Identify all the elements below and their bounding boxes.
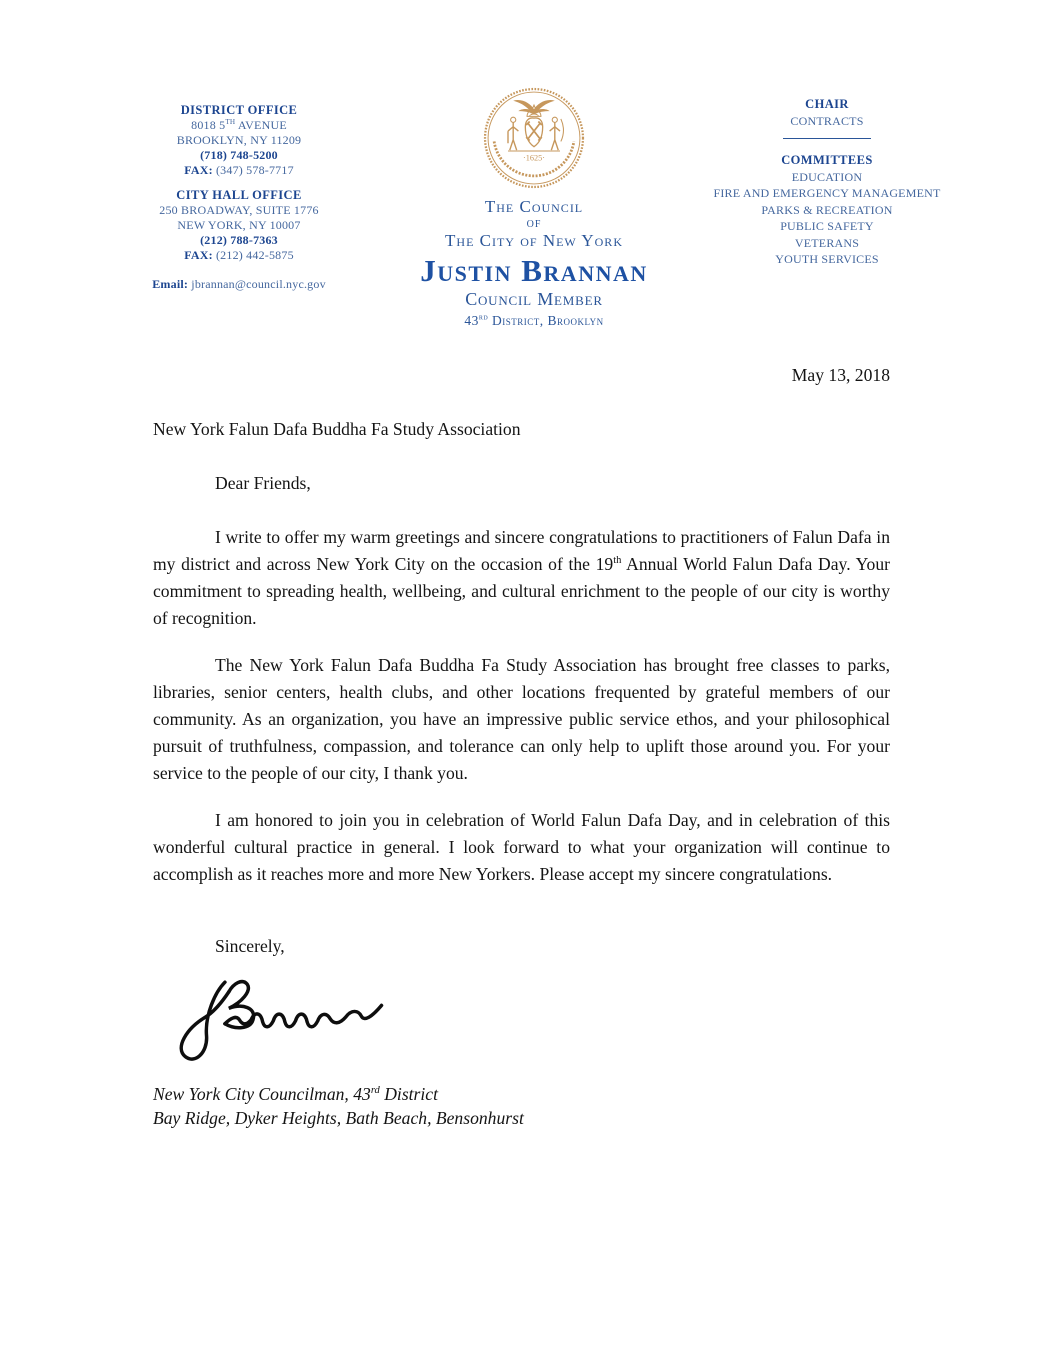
chair-item: CONTRACTS [790,113,864,128]
committee-item: EDUCATION [791,169,863,184]
closing: Sincerely, [215,936,285,956]
city-hall-address-line1: 250 BROADWAY, SUITE 1776 [159,203,319,217]
letter-body [153,362,890,1130]
email-address: jbrannan@council.nyc.gov [191,277,326,291]
city-hall-office-heading: CITY HALL OFFICE [176,188,302,202]
credential-line-1: New York City Councilman, 43rd District [153,1084,438,1104]
salutation: Dear Friends, [215,473,311,493]
committees-block [697,96,957,268]
district-office-phone: (718) 748-5200 [200,148,278,162]
council-member-district: 43rd District, Brooklyn [464,312,604,328]
paragraph-2: The New York Falun Dafa Buddha Fa Study Association has brought free classes to parks, libraries, senior centers, health clubs, and other locations frequented by grateful members of our community. As an organization, you have an impressive public service ethos, and your philosophical pursuit of truthfulness, compassion, and tolerance can only help to uplift those around you. For your service to the people of our city, I thank you. [153,655,890,783]
signature [165,968,890,1068]
letterhead-center [404,86,664,329]
credentials [153,1082,890,1130]
date: May 13, 2018 [791,365,890,385]
district-office-address-line2: BROOKLYN, NY 11209 [176,133,302,147]
paragraph-3: I am honored to join you in celebration of World Falun Dafa Day, and in celebration of this wonderful cultural practice in general. I look forward to what your organization will continue to accomplish as it reaches more and more New Yorkers. Please accept my sincere congratulations. [153,810,890,884]
committee-item: FIRE AND EMERGENCY MANAGEMENT [713,186,941,200]
signature-handwriting-icon [165,968,397,1066]
city-hall-phone: (212) 788-7363 [200,233,278,247]
credential-line-2: Bay Ridge, Dyker Heights, Bath Beach, Bensonhurst [153,1108,524,1128]
district-office-block [126,103,352,292]
committees-heading: COMMITTEES [781,153,873,167]
org-name-line2: of [526,216,542,231]
council-member-name: Justin Brannan [420,253,648,288]
committee-item: YOUTH SERVICES [775,252,879,266]
org-name-line3: The City of New York [445,231,623,250]
divider-line [783,138,871,139]
svg-text:·1625·: ·1625· [523,153,545,163]
district-office-fax: FAX: (347) 578-7717 [184,163,294,177]
city-hall-address-line2: NEW YORK, NY 10007 [177,218,301,232]
email-line: Email: jbrannan@council.nyc.gov [152,277,326,291]
paragraph-1: I write to offer my warm greetings and sincere congratulations to practitioners of Falun Dafa in my district and across New York City on the occasion of the 19th Annual World Falun Dafa Day. Your commitment to spreading health, wellbeing, and cultural enrichment to the people of our city is worthy of recognition. [153,527,890,628]
chair-heading: CHAIR [805,97,849,111]
council-member-title: Council Member [465,289,603,309]
district-office-heading: DISTRICT OFFICE [180,103,298,117]
committee-item: PUBLIC SAFETY [780,219,874,233]
nyc-seal-icon [482,86,586,190]
committee-item: VETERANS [794,235,860,250]
district-office-address-line1: 8018 5TH AVENUE [191,118,287,132]
committee-item: PARKS & RECREATION [761,202,893,217]
recipient: New York Falun Dafa Buddha Fa Study Association [153,419,521,439]
city-hall-fax: FAX: (212) 442-5875 [184,248,294,262]
org-name-line1: The Council [484,197,584,216]
